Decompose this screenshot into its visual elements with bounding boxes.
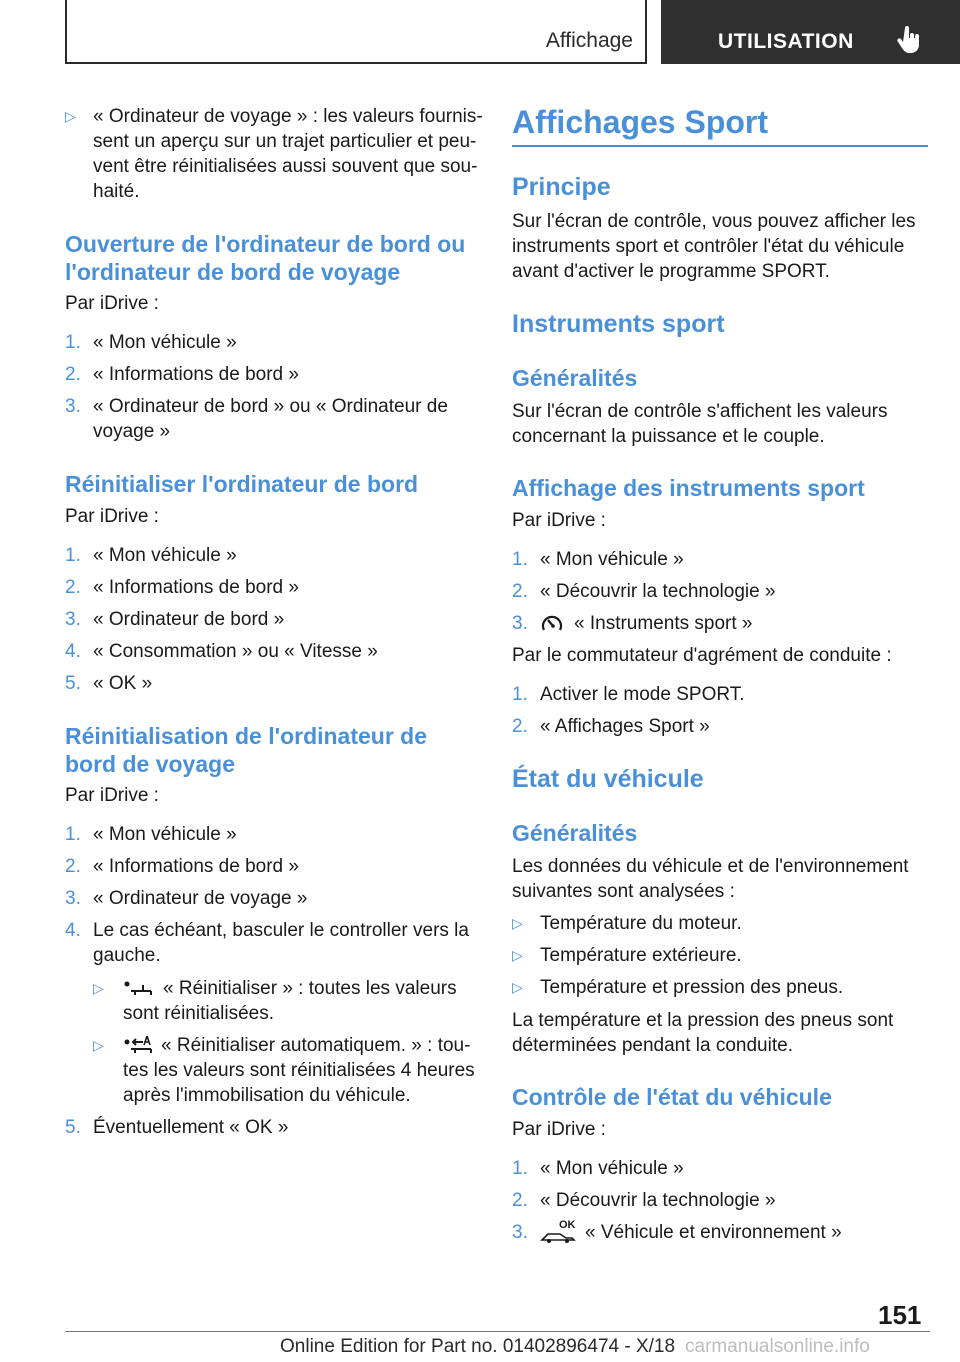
auto-reset-icon [123,1034,155,1054]
car-ok-icon [540,1218,578,1244]
bullet-text: Température et pression des pneus. [540,977,844,998]
step-text: « Ordinateur de voyage » [93,888,308,909]
lead-text: Par le commutateur d'agrément de conduite : [512,645,892,666]
bullet-marker: ▷ [65,108,76,124]
section-tab [65,0,647,64]
bullet-marker: ▷ [93,1037,104,1053]
sub-bullet-text: « Réinitialiser automatiquem. » : tou- [161,1035,471,1056]
lead-text: Par iDrive : [512,1119,606,1140]
body-text: déterminées pendant la conduite. [512,1035,793,1056]
step-number: 1. [512,1158,528,1179]
section-heading: État du véhicule [512,765,704,793]
lead-text: Par iDrive : [65,506,159,527]
step-number: 3. [65,888,81,909]
section-title: Affichage [545,29,633,52]
step-text: « Informations de bord » [93,856,299,877]
step-text: « OK » [93,673,153,694]
hand-pointer-icon [897,26,923,54]
page-number: 151 [878,1300,922,1330]
bullet-marker: ▷ [512,979,523,995]
footer-divider [65,1331,930,1332]
step-number: 5. [65,673,81,694]
body-text: suivantes sont analysées : [512,881,735,902]
step-text: « Mon véhicule » [540,549,684,570]
intro-bullet-line: sent un aperçu sur un trajet particulier et peu- [93,131,477,152]
step-number: 2. [512,581,528,602]
intro-bullet-line: « Ordinateur de voyage » : les valeurs fournis- [93,106,483,127]
lead-text: Par iDrive : [65,293,159,314]
section-heading: Principe [512,173,611,201]
step-text: « Mon véhicule » [93,824,237,845]
step-number: 2. [65,577,81,598]
intro-bullet-line: vent être réinitialisées aussi souvent que sou- [93,156,478,177]
subsection-heading: Généralités [512,820,638,846]
title-underline [512,145,928,147]
subsection-heading: Contrôle de l'état du véhicule [512,1084,832,1110]
svg-text:OK: OK [559,1219,576,1231]
step-number: 3. [65,609,81,630]
bullet-marker: ▷ [512,947,523,963]
gauge-icon [540,613,564,635]
step-text: voyage » [93,421,171,442]
step-number: 1. [512,549,528,570]
section-heading: bord de voyage [65,751,235,777]
step-text: Activer le mode SPORT. [540,684,745,705]
step-text: « Affichages Sport » [540,716,710,737]
step-number: 2. [512,716,528,737]
body-text: Sur l'écran de contrôle, vous pouvez afficher les [512,211,916,232]
step-text: « Informations de bord » [93,364,299,385]
step-text: « Mon véhicule » [93,332,237,353]
step-text: « Découvrir la technologie » [540,581,776,602]
bullet-text: Température extérieure. [540,945,742,966]
subsection-heading: Généralités [512,365,638,391]
step-text: « Mon véhicule » [93,545,237,566]
body-text: concernant la puissance et le couple. [512,426,825,447]
body-text: avant d'activer le programme SPORT. [512,261,830,282]
step-number: 3. [512,613,528,634]
intro-bullet-line: haité. [93,181,140,202]
step-text: « Instruments sport » [574,613,753,634]
lead-text: Par iDrive : [512,510,606,531]
reset-icon [123,980,155,996]
lead-text: Par iDrive : [65,785,159,806]
body-text: Les données du véhicule et de l'environnement [512,856,909,877]
step-text: gauche. [93,945,161,966]
step-text: Le cas échéant, basculer le controller vers la [93,920,469,941]
step-number: 2. [65,364,81,385]
subsection-heading: Affichage des instruments sport [512,475,865,501]
step-number: 5. [65,1117,81,1138]
section-heading: Ouverture de l'ordinateur de bord ou [65,231,466,257]
step-text: Éventuellement « OK » [93,1117,289,1138]
bullet-text: Température du moteur. [540,913,742,934]
sub-bullet-text: sont réinitialisées. [123,1003,275,1024]
step-text: « Ordinateur de bord » [93,609,285,630]
step-text: « Consommation » ou « Vitesse » [93,641,378,662]
step-text: « Mon véhicule » [540,1158,684,1179]
step-number: 1. [65,332,81,353]
bullet-marker: ▷ [512,915,523,931]
step-number: 1. [512,684,528,705]
sub-bullet-text: « Réinitialiser » : toutes les valeurs [163,978,457,999]
watermark-text: carmanualsonline.info [685,1336,870,1357]
step-number: 4. [65,920,81,941]
step-number: 2. [65,856,81,877]
section-heading: l'ordinateur de bord de voyage [65,259,401,285]
step-number: 3. [65,396,81,417]
step-number: 1. [65,545,81,566]
chapter-title: UTILISATION [718,30,854,53]
body-text: La température et la pression des pneus sont [512,1010,894,1031]
step-number: 4. [65,641,81,662]
sub-bullet-text: tes les valeurs sont réinitialisées 4 heures [123,1060,475,1081]
bullet-marker: ▷ [93,980,104,996]
step-number: 2. [512,1190,528,1211]
step-number: 3. [512,1222,528,1243]
section-heading: Réinitialisation de l'ordinateur de [65,723,428,749]
step-text: « Ordinateur de bord » ou « Ordinateur de [93,396,448,417]
chapter-tab [661,0,960,64]
body-text: instruments sport et contrôler l'état du véhicule [512,236,905,257]
page-header [0,0,960,66]
step-number: 1. [65,824,81,845]
step-text: « Découvrir la technologie » [540,1190,776,1211]
section-heading: Instruments sport [512,310,725,338]
step-text: « Véhicule et environnement » [585,1222,842,1243]
body-text: Sur l'écran de contrôle s'affichent les valeurs [512,401,888,422]
section-heading: Réinitialiser l'ordinateur de bord [65,471,419,497]
edition-text: Online Edition for Part no. 01402896474 - X/18 [280,1336,676,1357]
step-text: « Informations de bord » [93,577,299,598]
page-title: Affichages Sport [512,104,769,140]
sub-bullet-text: après l'immobilisation du véhicule. [123,1085,411,1106]
